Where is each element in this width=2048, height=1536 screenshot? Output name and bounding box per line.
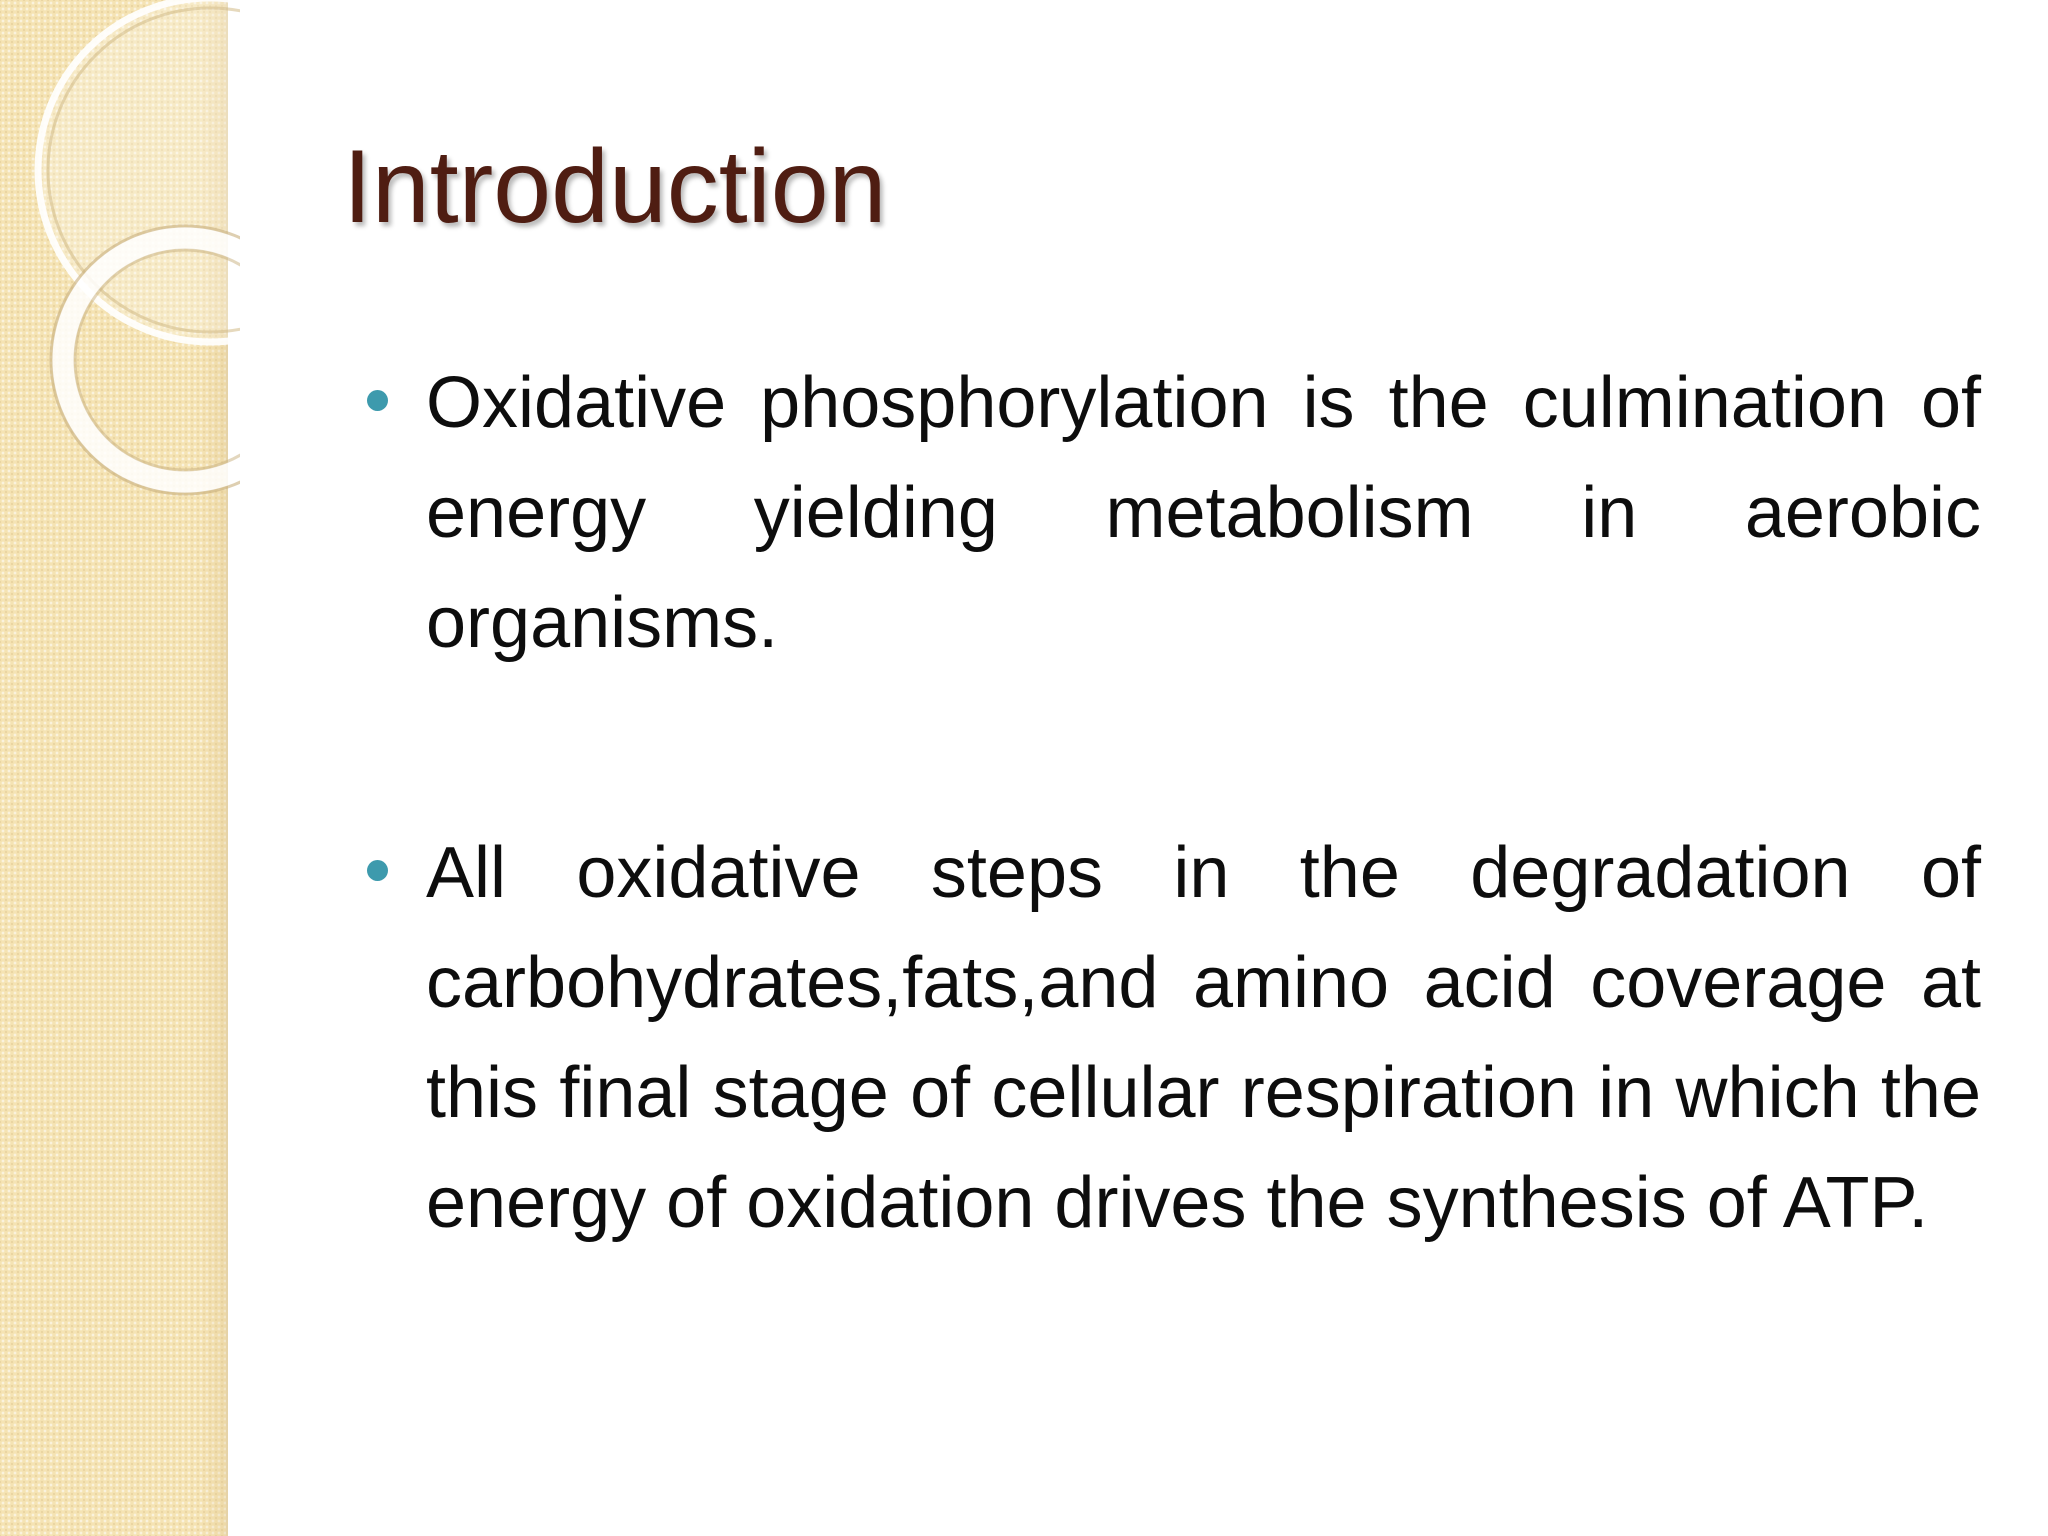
bullet-text-1: Oxidative phosphorylation is the culmination of energy yielding metabolism in aerobic organisms. (426, 363, 1981, 663)
bullet-list-2 (426, 818, 1981, 1258)
bullet-list (426, 348, 1981, 678)
slide-title: Introduction (343, 129, 887, 245)
round-bullet-icon (367, 860, 388, 881)
bullet-item-2 (426, 818, 1981, 1258)
concentric-rings-icon (0, 0, 240, 520)
round-bullet-icon (367, 390, 388, 411)
bullet-text-2: All oxidative steps in the degradation of carbohydrates,fats,and amino acid coverage at this final stage of cellular respiration in which the energy of oxidation drives the synthesis of ATP. (426, 833, 1981, 1243)
bullet-item-1 (426, 348, 1981, 678)
